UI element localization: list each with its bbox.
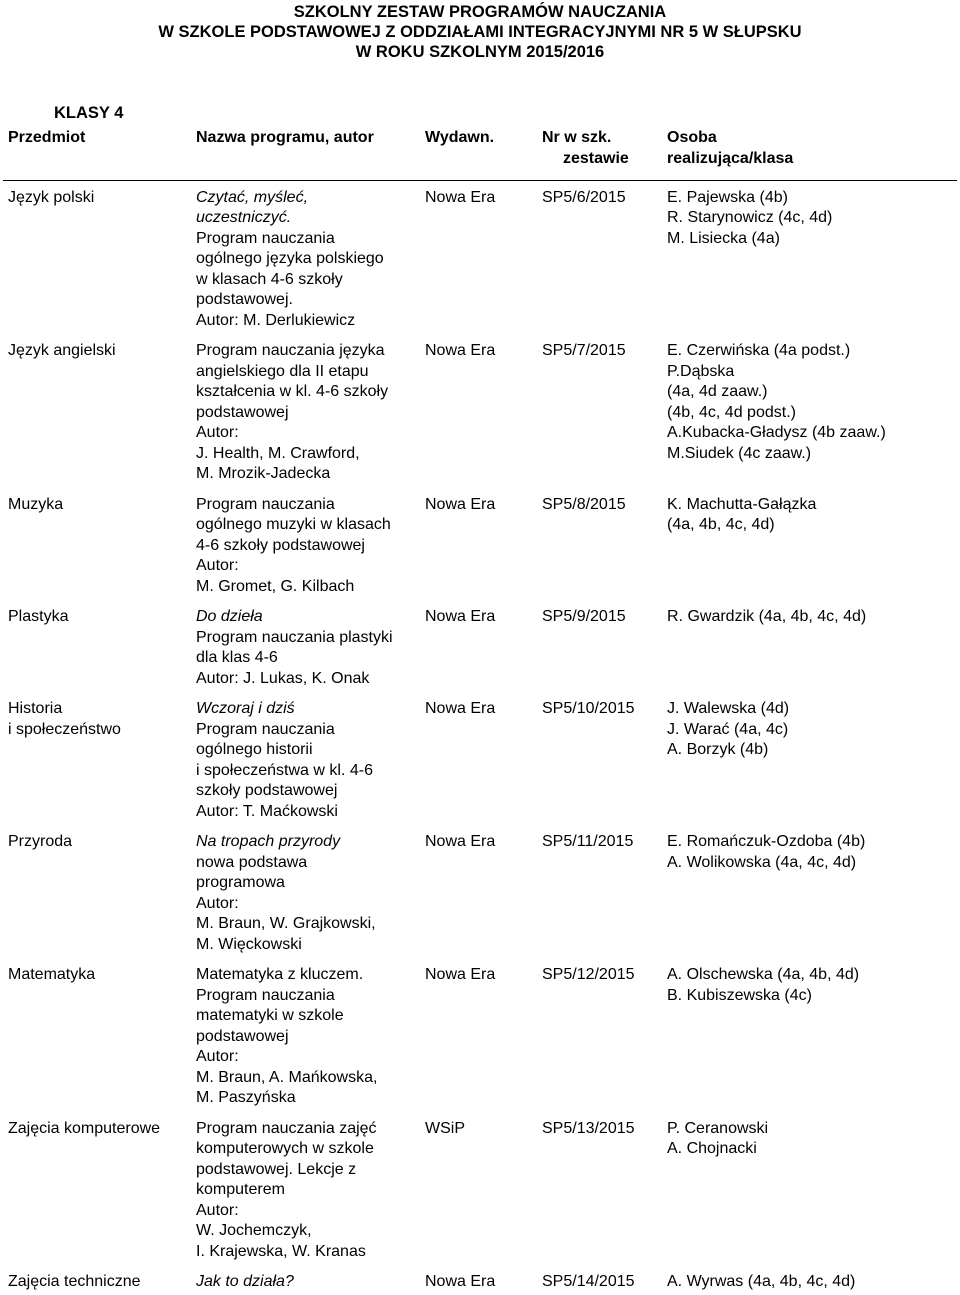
publisher-cell: Nowa Era bbox=[425, 495, 496, 513]
program-line: M. Gromet, G. Kilbach bbox=[196, 577, 355, 595]
column-header-number bbox=[542, 126, 667, 180]
table-row bbox=[3, 597, 957, 689]
program-line: Autor: J. Lukas, K. Onak bbox=[196, 669, 370, 687]
person-cell bbox=[667, 1262, 957, 1293]
person-line: P.Dąbska bbox=[667, 362, 735, 380]
subject-cell bbox=[3, 331, 193, 485]
subject-line: Język polski bbox=[8, 188, 95, 206]
column-header-program: Nazwa programu, autor bbox=[193, 126, 423, 180]
table-row bbox=[3, 485, 957, 598]
person-cell bbox=[667, 955, 957, 1109]
subject-line: Historia bbox=[8, 700, 63, 717]
program-cell bbox=[193, 1262, 423, 1293]
table-row bbox=[3, 1109, 957, 1263]
publisher-cell: WSiP bbox=[425, 1119, 465, 1137]
program-line: uczestniczyć. bbox=[196, 209, 292, 226]
table-row bbox=[3, 331, 957, 485]
program-line: i społeczeństwa w kl. 4-6 bbox=[196, 761, 373, 779]
subject-cell bbox=[3, 485, 193, 598]
program-line: W. Jochemczyk, bbox=[196, 1222, 312, 1239]
table-row bbox=[3, 955, 957, 1109]
person-cell bbox=[667, 1109, 957, 1263]
program-line: M. Braun, W. Grajkowski, bbox=[196, 915, 376, 932]
subject-cell bbox=[3, 822, 193, 955]
subject-cell bbox=[3, 597, 193, 689]
table-body bbox=[3, 180, 957, 1293]
column-header-number-line: Nr w szk. bbox=[542, 129, 612, 146]
program-line: podstawowej. Lekcje z bbox=[196, 1160, 357, 1178]
person-line: A. Borzyk (4b) bbox=[667, 741, 769, 758]
program-line: angielskiego dla II etapu bbox=[196, 362, 369, 380]
program-line: nowa podstawa bbox=[196, 853, 308, 871]
program-line: Na tropach przyrody bbox=[196, 833, 341, 850]
program-line: M. Więckowski bbox=[196, 935, 302, 953]
program-line: Do dzieła bbox=[196, 608, 263, 625]
table-header-row bbox=[3, 126, 957, 180]
program-line: M. Mrozik-Jadecka bbox=[196, 465, 331, 482]
publisher-cell: Nowa Era bbox=[425, 700, 496, 717]
subject-line: i społeczeństwo bbox=[8, 720, 121, 738]
number-cell: SP5/12/2015 bbox=[542, 966, 635, 983]
person-cell bbox=[667, 485, 957, 598]
person-line: B. Kubiszewska (4c) bbox=[667, 986, 812, 1004]
program-cell bbox=[193, 955, 423, 1109]
subject-cell bbox=[3, 955, 193, 1109]
program-line: komputerowych w szkole bbox=[196, 1140, 374, 1157]
publisher-cell: Nowa Era bbox=[425, 188, 496, 206]
program-line: ogólnego muzyki w klasach bbox=[196, 516, 391, 533]
table-row bbox=[3, 689, 957, 822]
subject-cell bbox=[3, 689, 193, 822]
column-header-number-line: zestawie bbox=[563, 149, 629, 167]
header-line-2: W SZKOLE PODSTAWOWEJ Z ODDZIAŁAMI INTEGRACYJNYMI NR 5 W SŁUPSKU bbox=[158, 23, 802, 41]
program-cell bbox=[193, 331, 423, 485]
person-line: E. Pajewska (4b) bbox=[667, 188, 788, 206]
program-line: Autor: bbox=[196, 1201, 239, 1219]
person-line: E. Czerwińska (4a podst.) bbox=[667, 342, 851, 359]
person-line: R. Gwardzik (4a, 4b, 4c, 4d) bbox=[667, 608, 867, 625]
program-line: w klasach 4-6 szkoły bbox=[196, 270, 343, 288]
person-line: M. Lisiecka (4a) bbox=[667, 229, 780, 247]
table-row bbox=[3, 822, 957, 955]
person-line: E. Romańczuk-Ozdoba (4b) bbox=[667, 833, 866, 850]
subject-line: Język angielski bbox=[8, 342, 116, 359]
program-line: Program nauczania bbox=[196, 986, 335, 1004]
number-cell: SP5/9/2015 bbox=[542, 608, 626, 625]
document-header bbox=[0, 2, 960, 62]
program-cell bbox=[193, 597, 423, 689]
program-line: Autor: M. Derlukiewicz bbox=[196, 311, 356, 329]
program-line: Program nauczania plastyki bbox=[196, 628, 393, 646]
subject-cell bbox=[3, 1262, 193, 1293]
table-row bbox=[3, 180, 957, 331]
person-line: A.Kubacka-Gładysz (4b zaaw.) bbox=[667, 424, 886, 441]
publisher-cell: Nowa Era bbox=[425, 342, 496, 359]
column-header-subject: Przedmiot bbox=[3, 126, 193, 180]
program-cell bbox=[193, 689, 423, 822]
program-line: Czytać, myśleć, bbox=[196, 188, 309, 206]
program-cell bbox=[193, 822, 423, 955]
person-line: A. Wyrwas (4a, 4b, 4c, 4d) bbox=[667, 1273, 856, 1290]
subject-cell bbox=[3, 1109, 193, 1263]
number-cell: SP5/8/2015 bbox=[542, 495, 626, 513]
number-cell: SP5/10/2015 bbox=[542, 700, 635, 717]
person-line: (4b, 4c, 4d podst.) bbox=[667, 403, 796, 421]
curriculum-table bbox=[3, 126, 957, 1293]
program-line: ogólnego historii bbox=[196, 741, 313, 758]
column-header-publisher: Wydawn. bbox=[423, 126, 542, 180]
program-line: Wczoraj i dziś bbox=[196, 700, 295, 717]
program-line: Program nauczania zajęć bbox=[196, 1119, 377, 1137]
person-line: (4a, 4b, 4c, 4d) bbox=[667, 516, 775, 533]
person-line: A. Chojnacki bbox=[667, 1140, 757, 1157]
program-line: ogólnego języka polskiego bbox=[196, 250, 384, 267]
person-line: M.Siudek (4c zaaw.) bbox=[667, 444, 812, 462]
subject-line: Przyroda bbox=[8, 833, 73, 850]
table-row bbox=[3, 1262, 957, 1293]
program-line: Program nauczania języka bbox=[196, 342, 385, 359]
person-line: K. Machutta-Gałązka bbox=[667, 495, 817, 513]
person-cell bbox=[667, 689, 957, 822]
program-line: M. Paszyńska bbox=[196, 1089, 296, 1106]
program-line: Autor: bbox=[196, 557, 239, 574]
person-cell bbox=[667, 597, 957, 689]
person-cell bbox=[667, 180, 957, 331]
person-line: A. Wolikowska (4a, 4c, 4d) bbox=[667, 853, 857, 871]
program-line: 4-6 szkoły podstawowej bbox=[196, 536, 365, 554]
program-line: Autor: bbox=[196, 424, 239, 441]
header-line-1: SZKOLNY ZESTAW PROGRAMÓW NAUCZANIA bbox=[293, 3, 667, 21]
person-line: P. Ceranowski bbox=[667, 1119, 769, 1137]
program-line: Program nauczania bbox=[196, 720, 335, 738]
number-cell: SP5/13/2015 bbox=[542, 1119, 635, 1137]
program-line: szkoły podstawowej bbox=[196, 782, 338, 799]
person-line: R. Starynowicz (4c, 4d) bbox=[667, 209, 833, 226]
subject-line: Zajęcia techniczne bbox=[8, 1273, 141, 1290]
program-line: dla klas 4-6 bbox=[196, 649, 278, 666]
subject-line: Muzyka bbox=[8, 495, 64, 513]
program-line: matematyki w szkole bbox=[196, 1007, 344, 1024]
program-line: podstawowej. bbox=[196, 291, 293, 308]
person-line: (4a, 4d zaaw.) bbox=[667, 383, 768, 400]
publisher-cell: Nowa Era bbox=[425, 833, 496, 850]
program-line: kształcenia w kl. 4-6 szkoły bbox=[196, 383, 389, 400]
program-cell bbox=[193, 180, 423, 331]
program-cell bbox=[193, 1109, 423, 1263]
subject-cell bbox=[3, 180, 193, 331]
subject-line: Matematyka bbox=[8, 966, 96, 983]
column-header-person bbox=[667, 126, 957, 180]
number-cell: SP5/6/2015 bbox=[542, 188, 626, 206]
program-line: Matematyka z kluczem. bbox=[196, 966, 364, 983]
program-line: podstawowej bbox=[196, 1027, 289, 1045]
program-cell bbox=[193, 485, 423, 598]
person-line: A. Olschewska (4a, 4b, 4d) bbox=[667, 966, 860, 983]
program-line: programowa bbox=[196, 874, 285, 891]
program-line: J. Health, M. Crawford, bbox=[196, 444, 360, 462]
program-line: M. Braun, A. Mańkowska, bbox=[196, 1068, 378, 1086]
program-line: podstawowej bbox=[196, 403, 289, 421]
program-line: Program nauczania bbox=[196, 495, 335, 513]
person-cell bbox=[667, 822, 957, 955]
program-line: Autor: T. Maćkowski bbox=[196, 802, 338, 820]
program-line: I. Krajewska, W. Kranas bbox=[196, 1242, 366, 1260]
header-line-3: W ROKU SZKOLNYM 2015/2016 bbox=[355, 43, 605, 61]
column-header-person-line: realizująca/klasa bbox=[667, 149, 794, 167]
person-line: J. Walewska (4d) bbox=[667, 700, 790, 717]
program-line: Autor: bbox=[196, 1048, 239, 1065]
subject-line: Plastyka bbox=[8, 608, 69, 625]
number-cell: SP5/7/2015 bbox=[542, 342, 626, 359]
program-line: Autor: bbox=[196, 894, 239, 912]
program-line: Jak to działa? bbox=[196, 1273, 294, 1290]
column-header-person-line: Osoba bbox=[667, 129, 717, 146]
person-line: J. Warać (4a, 4c) bbox=[667, 720, 789, 738]
publisher-cell: Nowa Era bbox=[425, 608, 496, 625]
program-line: komputerem bbox=[196, 1181, 285, 1198]
publisher-cell: Nowa Era bbox=[425, 966, 496, 983]
person-cell bbox=[667, 331, 957, 485]
program-line: Program nauczania bbox=[196, 229, 335, 247]
subject-line: Zajęcia komputerowe bbox=[8, 1119, 161, 1137]
section-title: KLASY 4 bbox=[54, 104, 124, 122]
number-cell: SP5/14/2015 bbox=[542, 1273, 635, 1290]
publisher-cell: Nowa Era bbox=[425, 1273, 496, 1290]
number-cell: SP5/11/2015 bbox=[542, 833, 634, 850]
